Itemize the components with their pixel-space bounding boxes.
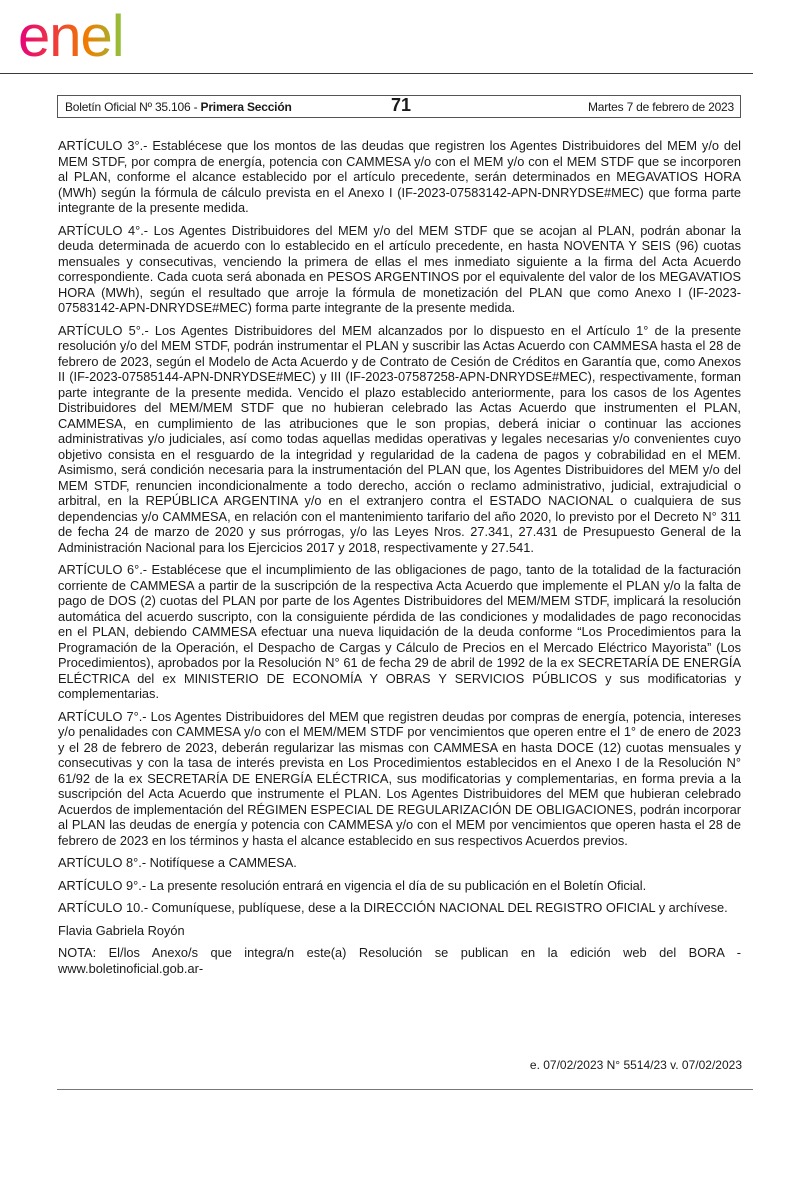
top-divider <box>0 73 753 74</box>
publication-reference: e. 07/02/2023 N° 5514/23 v. 07/02/2023 <box>529 1058 742 1072</box>
article-5: ARTÍCULO 5°.- Los Agentes Distribuidores del MEM alcanzados por lo dispuesto en el Artículo 1° de la presente resolución y/o del MEM STDF, podrán instrumentar el PLAN y suscribir las Actas Acuerdo con CAMMESA hasta el 28 de febrero de 2023, según el Modelo de Acta Acuerdo y de Contrato de Cesión de Créditos en Garantía que, como Anexos II (IF-2023-07585144-APN-DNRYDSE#MEC) y III (IF-2023-07587258-APN-DNRYDSE#MEC), respectivamente, forman parte integrante de la presente medida. Vencido el plazo establecido anteriormente, para los casos de los Agentes Distribuidores del MEM/MEM STDF que no hubieran celebrado las Actas Acuerdo que instrumenten el PLAN, CAMMESA, en cumplimiento de las atribuciones que le son propias, deberá iniciar o continuar las acciones administrativas y/o judiciales, así como todas aquellas medidas operativas y legales necesarias y/o convenientes cuyo objetivo consista en el resguardo de la integridad y regularidad de la cadena de pagos y cobrabilidad en el MEM. Asimismo, será condición necesaria para la instrumentación del PLAN que, los Agentes Distribuidores del MEM y/o del MEM STDF, renuncien incondicionalmente a todo derecho, acción o reclamo administrativo, judicial, extrajudicial o arbitral, en la REPÚBLICA ARGENTINA y/o en el extranjero contra el ESTADO NACIONAL o cualquiera de sus dependencias y/o CAMMESA, en relación con el mantenimiento tarifario del año 2020, lo previsto por el Decreto N° 311 de fecha 24 de marzo de 2020 y sus prórrogas, y/o las Leyes Nros. 27.341, 27.431 de Presupuesto General de la Administración Nacional para los Ejercicios 2017 y 2018, respectivamente y 27.541. <box>58 322 741 555</box>
annex-note: NOTA: El/los Anexo/s que integra/n este(a) Resolución se publican en la edición web del BORA -www.boletinoficial.gob.ar- <box>58 945 741 976</box>
publication-date: Martes 7 de febrero de 2023 <box>587 100 734 114</box>
page-header <box>57 95 741 118</box>
signatory: Flavia Gabriela Royón <box>58 922 185 938</box>
article-9: ARTÍCULO 9°.- La presente resolución entrará en vigencia el día de su publicación en el Boletín Oficial. <box>58 877 647 893</box>
article-10: ARTÍCULO 10.- Comuníquese, publíquese, dese a la DIRECCIÓN NACIONAL DEL REGISTRO OFICIAL y archívese. <box>58 900 728 915</box>
section-name: Primera Sección <box>200 100 292 114</box>
publication-number: Boletín Oficial Nº 35.106 - <box>65 100 198 114</box>
logo-text: enel <box>18 6 124 68</box>
publication-info <box>65 100 292 114</box>
article-4: ARTÍCULO 4°.- Los Agentes Distribuidores del MEM y/o del MEM STDF que se acojan al PLAN, podrán abonar la deuda determinada de acuerdo con lo establecido en el artículo precedente, en hasta NOVENTA Y SEIS (96) cuotas mensuales y consecutivas, venciendo la primera de ellas el mes inmediato siguiente a la firma del Acta Acuerdo correspondiente. Cada cuota será abonada en PESOS ARGENTINOS por el equivalente del valor de los MEGAVATIOS HORA (MWh), según el resultado que arroje la fórmula de monetización del PLAN que como Anexo I (IF-2023-07583142-APN-DNRYDSE#MEC) forma parte integrante de la presente medida. <box>58 222 741 315</box>
enel-logo-icon <box>18 6 183 68</box>
article-6: ARTÍCULO 6°.- Establécese que el incumplimiento de las obligaciones de pago, tanto de la totalidad de la facturación corriente de CAMMESA a partir de la suscripción de la respectiva Acta Acuerdo que implemente el PLAN y/o la falta de pago de DOS (2) cuotas del PLAN por parte de los Agentes Distribuidores del MEM/MEM STDF, implicará la resolución automática del acuerdo suscripto, con la consiguiente pérdida de las condiciones y modalidades de pago reconocidas en el PLAN, debiendo CAMMESA efectuar una nueva liquidación de la deuda conforme “Los Procedimientos para la Programación de la Operación, el Despacho de Cargas y Cálculo de Precios en el Mercado Eléctrico Mayorista” (Los Procedimientos), aprobados por la Resolución N° 61 de fecha 29 de abril de 1992 de la ex SECRETARÍA DE ENERGÍA ELÉCTRICA del ex MINISTERIO DE ECONOMÍA Y OBRAS Y SERVICIOS PÚBLICOS y sus modificatorias y complementarias. <box>58 562 741 701</box>
bottom-divider <box>57 1089 753 1090</box>
article-8: ARTÍCULO 8°.- Notifíquese a CAMMESA. <box>58 855 297 870</box>
article-3: ARTÍCULO 3°.- Establécese que los montos de las deudas que registren los Agentes Distribuidores del MEM y/o del MEM STDF, por compra de energía, potencia con CAMMESA y/o con el MEM y/o con el MEM STDF que se incorporen al PLAN, conforme el alcance establecido por el artículo precedente, serán determinados en MEGAVATIOS HORA (MWh) según la fórmula de cálculo prevista en el Anexo I (IF-2023-07583142-APN-DNRYDSE#MEC) que forma parte integrante de la presente medida. <box>58 138 741 215</box>
article-7: ARTÍCULO 7°.- Los Agentes Distribuidores del MEM que registren deudas por compras de energía, potencia, intereses y/o penalidades con CAMMESA y/o con el MEM/MEM STDF por vencimientos que operen entre el 1° de enero de 2023 y el 28 de febrero de 2023, deberán regularizar las mismas con CAMMESA en hasta DOCE (12) cuotas mensuales y consecutivas y con la tasa de interés prevista en Los Procedimientos establecidos en el Anexo I de la Resolución N° 61/92 de la ex SECRETARÍA DE ENERGÍA ELÉCTRICA, sus modificatorias y complementarias, en forma previa a la suscripción del Acta Acuerdo que instrumente el PLAN. Los Agentes Distribuidores del MEM que hubieran celebrado Acuerdos de implementación del RÉGIMEN ESPECIAL DE REGULARIZACIÓN DE OBLIGACIONES, podrán incorporar al PLAN las deudas de energía y potencia con CAMMESA y/o con el MEM por vencimientos que operen hasta el 28 de febrero de 2023 en los términos y hasta el alcance establecido en sus respectivos Acuerdos previos. <box>58 708 741 848</box>
enel-logo <box>18 6 183 68</box>
document-body <box>58 138 741 983</box>
page-number: 71 <box>391 95 412 115</box>
